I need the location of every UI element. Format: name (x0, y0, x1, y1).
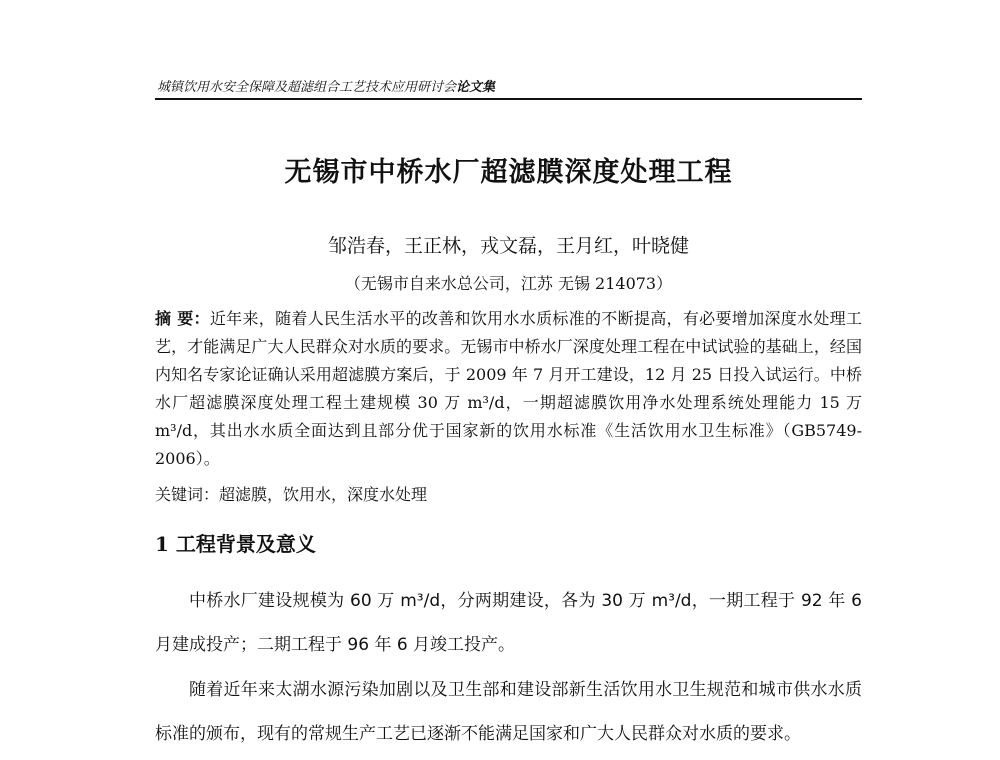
running-header-text: 城镇饮用水安全保障及超滤组合工艺技术应用研讨会 (157, 80, 457, 95)
paper-title: 无锡市中桥水厂超滤膜深度处理工程 (284, 157, 733, 188)
keywords-label: 关键词： (155, 485, 220, 504)
authors: 邹浩春，王正林，戎文磊，王月红，叶晓健 (327, 235, 689, 257)
abstract-text: 近年来，随着人民生活水平的改善和饮用水水质标准的不断提高，有必要增加深度水处理工艺，才能满足广大人民群众对水质的要求。无锡市中桥水厂深度处理工程在中试试验的基础上，经国内知名专家论证确认采用超滤膜方案后，于 2009 年 7 月开工建设，12 月 25 日投入试运行。中桥水厂超滤膜深度处理工程土建规模 30 万 m³/d，一期超滤膜饮用净水处理系统处理能力 15 万 m³/d，其出水水质全面达到且部分优于国家新的饮用水标准《生活饮用水卫生标准》（GB5749-2006）。 (155, 309, 862, 468)
abstract (155, 305, 862, 473)
running-header-strong: 论文集 (456, 80, 496, 95)
body-paragraph: 随着近年来太湖水源污染加剧以及卫生部和建设部新生活饮用水卫生规范和城市供水水质标准的颁布，现有的常规生产工艺已逐渐不能满足国家和广大人民群众对水质的要求。 (155, 680, 862, 744)
running-header (157, 76, 495, 95)
affiliation: （无锡市自来水总公司，江苏 无锡 214073） (344, 274, 673, 293)
section-heading: 1 工程背景及意义 (155, 532, 316, 556)
abstract-label: 摘 要： (155, 309, 210, 328)
header-rule (155, 98, 862, 100)
body-paragraph: 中桥水厂建设规模为 60 万 m³/d，分两期建设，各为 30 万 m³/d，一期工程于 92 年 6 月建成投产；二期工程于 96 年 6 月竣工投产。 (155, 591, 862, 655)
keywords (155, 481, 862, 509)
keywords-text: 超滤膜，饮用水，深度水处理 (219, 485, 428, 504)
